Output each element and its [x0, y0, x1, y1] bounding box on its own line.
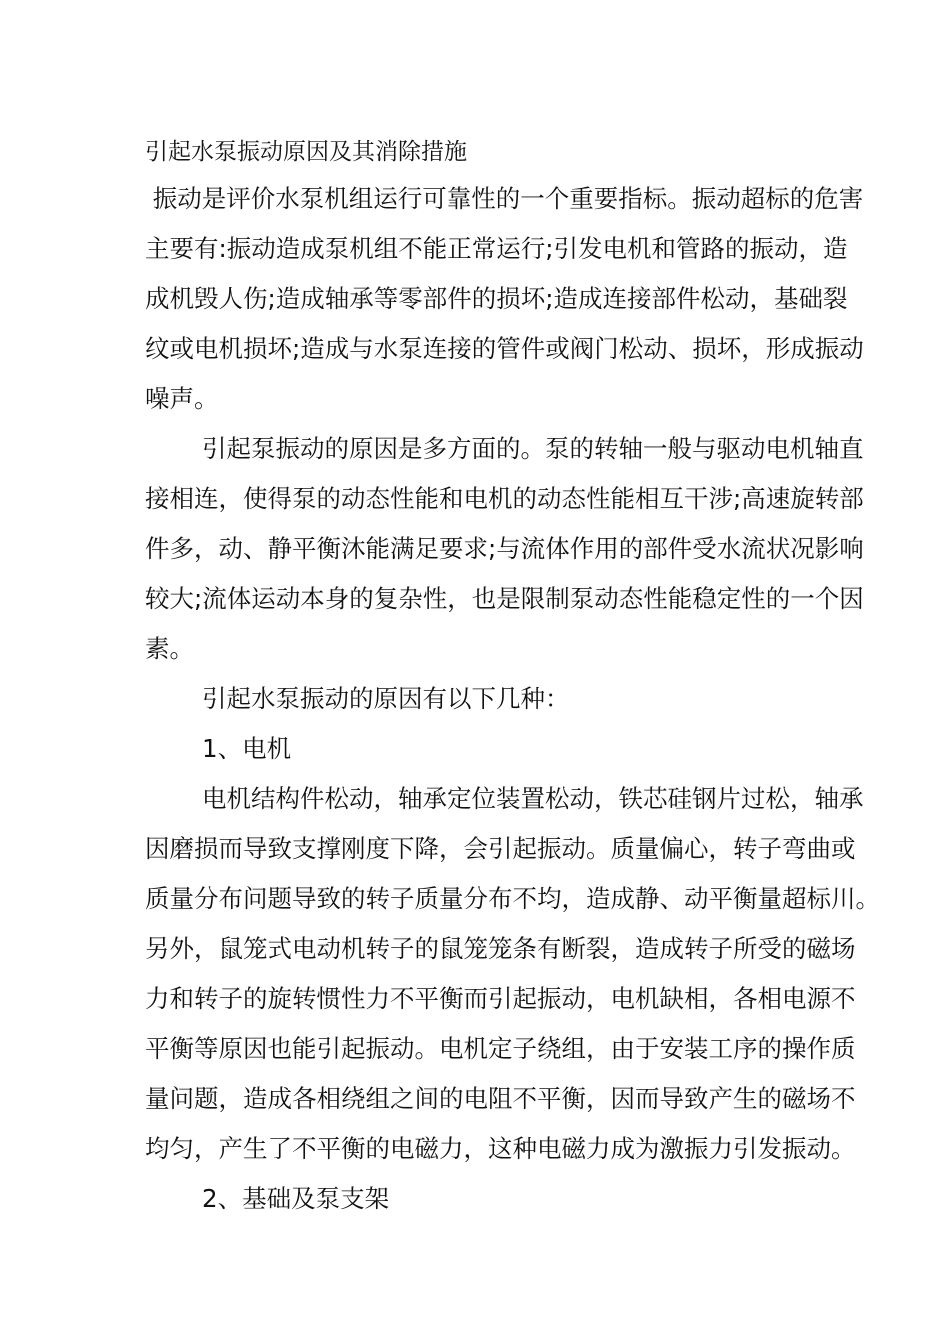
paragraph-line: 振动是评价水泵机组运行可靠性的一个重要指标。振动超标的危害	[145, 184, 864, 213]
paragraph-line: 件多，动、静平衡沐能满足要求;与流体作用的部件受水流状况影响	[145, 534, 864, 563]
paragraph-line: 接相连，使得泵的动态性能和电机的动态性能相互干涉;高速旋转部	[145, 484, 864, 513]
section-heading: 1、电机	[202, 734, 292, 763]
paragraph-line: 因磨损而导致支撑刚度下降，会引起振动。质量偏心，转子弯曲或	[145, 834, 856, 863]
paragraph-line: 另外，鼠笼式电动机转子的鼠笼笼条有断裂，造成转子所受的磁场	[145, 934, 856, 963]
paragraph-line: 噪声。	[145, 384, 219, 413]
paragraph-line: 引起泵振动的原因是多方面的。泵的转轴一般与驱动电机轴直	[202, 434, 864, 463]
paragraph-line: 较大;流体运动本身的复杂性，也是限制泵动态性能稳定性的一个因	[145, 584, 864, 613]
paragraph-line: 质量分布问题导致的转子质量分布不均，造成静、动平衡量超标川。	[145, 884, 880, 913]
paragraph-line: 均匀，产生了不平衡的电磁力，这种电磁力成为激振力引发振动。	[145, 1134, 856, 1163]
paragraph-line: 平衡等原因也能引起振动。电机定子绕组，由于安装工序的操作质	[145, 1034, 856, 1063]
paragraph-line: 量问题，造成各相绕组之间的电阻不平衡，因而导致产生的磁场不	[145, 1084, 856, 1113]
paragraph-line: 引起水泵振动的原因有以下几种：	[202, 684, 570, 713]
document-title: 引起水泵振动原因及其消除措施	[145, 139, 467, 165]
paragraph-line: 力和转子的旋转惯性力不平衡而引起振动，电机缺相，各相电源不	[145, 984, 856, 1013]
paragraph-line: 纹或电机损坏;造成与水泵连接的管件或阀门松动、损坏，形成振动	[145, 334, 864, 363]
paragraph-line: 主要有:振动造成泵机组不能正常运行;引发电机和管路的振动，造	[145, 234, 848, 263]
paragraph-line: 素。	[145, 634, 194, 663]
section-heading: 2、基础及泵支架	[202, 1184, 390, 1213]
paragraph-line: 成机毁人伤;造成轴承等零部件的损坏;造成连接部件松动，基础裂	[145, 284, 848, 313]
paragraph-line: 电机结构件松动，轴承定位装置松动，铁芯硅钢片过松，轴承	[202, 784, 864, 813]
